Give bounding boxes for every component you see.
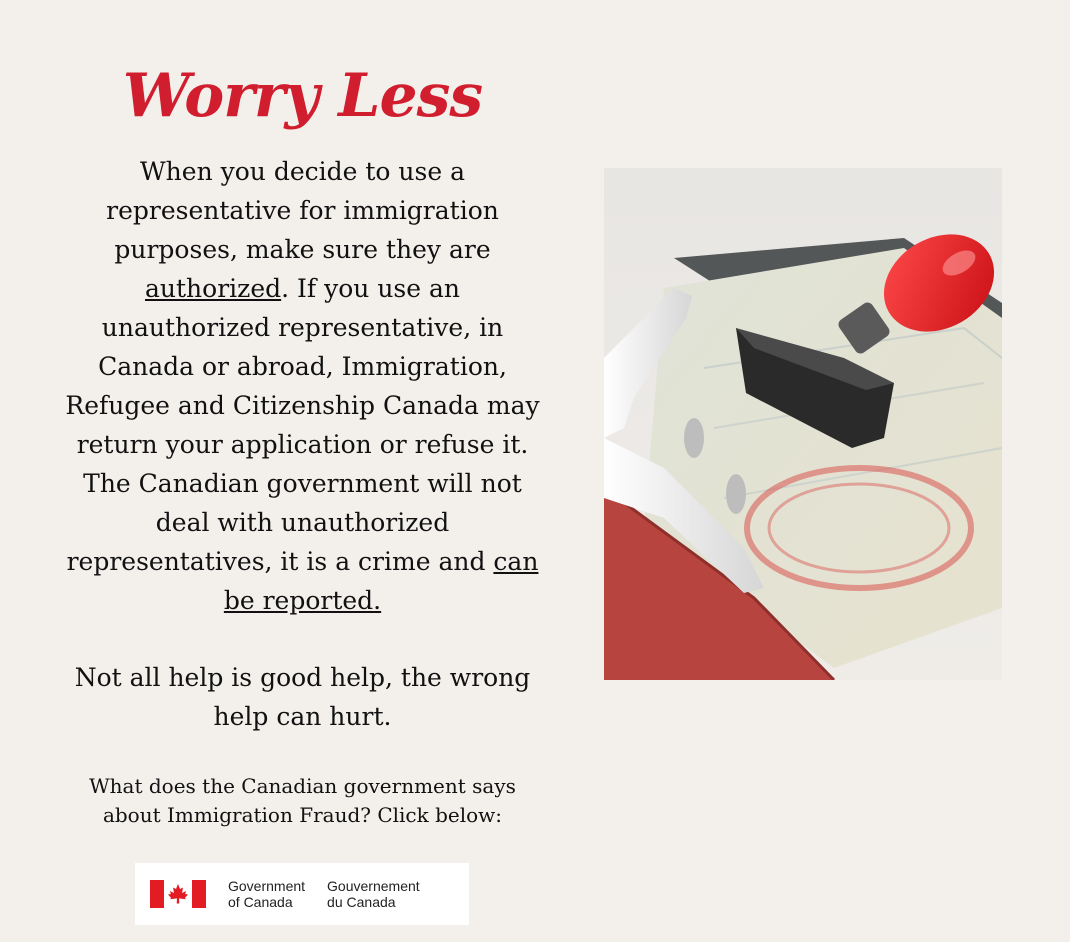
government-of-canada-logo-link[interactable] [135, 863, 469, 925]
passport-stamp-photo [604, 168, 1002, 680]
can-be-reported-link[interactable]: can be reported. [223, 547, 539, 615]
intro-paragraph [60, 152, 545, 620]
logo-en-line2: of Canada [228, 894, 293, 910]
main-content [60, 60, 545, 830]
photo-illustration [604, 168, 1002, 680]
logo-text-french [327, 878, 420, 910]
authorized-link[interactable]: authorized [145, 274, 282, 303]
page-title: Worry Less [122, 61, 483, 131]
logo-en-line1: Government [228, 878, 306, 894]
logo-text-english [228, 878, 305, 910]
logo-fr-line1: Gouvernement [327, 878, 420, 894]
intro-text-2: . If you use an unauthorized representative, in Canada or abroad, Immigration, Refugee and Citizenship Canada may return your application or refuse it. The Canadian government will not deal with unauthorized representatives, it is a crime and [65, 274, 540, 576]
canada-flag-icon [150, 880, 206, 908]
logo-fr-line2: du Canada [327, 894, 396, 910]
intro-text-1: When you decide to use a representative for immigration purposes, make sure they are [106, 157, 499, 264]
help-warning-text: Not all help is good help, the wrong help can hurt. [74, 663, 531, 731]
fraud-question-text: What does the Canadian government says about Immigration Fraud? Click below: [89, 774, 516, 827]
